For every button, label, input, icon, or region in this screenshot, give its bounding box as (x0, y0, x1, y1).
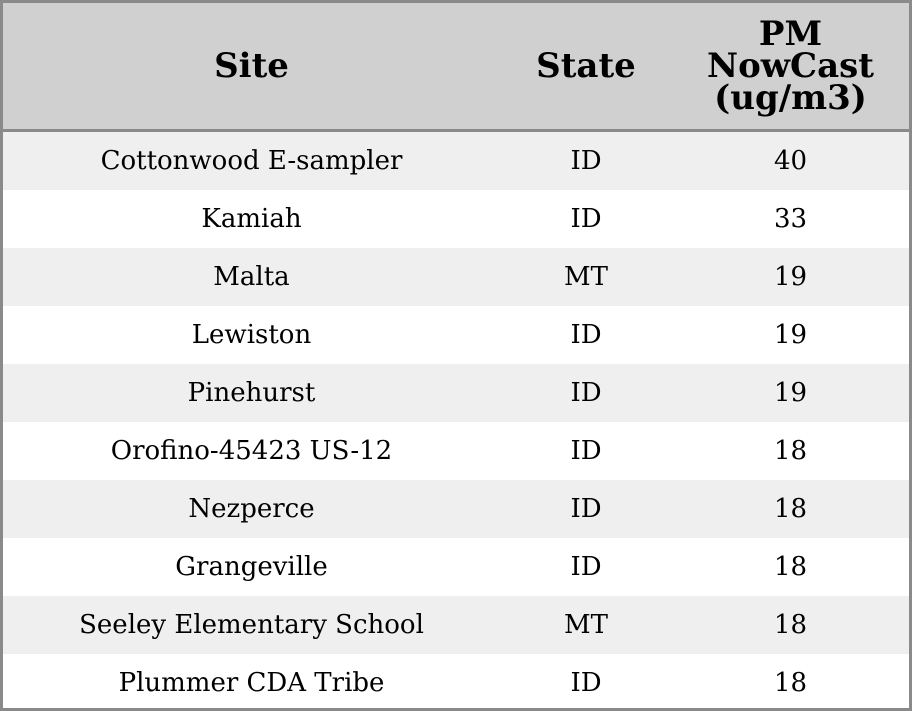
table-row (3, 654, 909, 711)
table-row (3, 132, 909, 190)
header-state-label: State (536, 46, 636, 86)
cell-pm-nowcast: 19 (773, 378, 808, 408)
cell-state: ID (570, 320, 602, 350)
cell-site: Plummer CDA Tribe (118, 668, 385, 698)
header-pm-nowcast (672, 3, 909, 129)
table-row (3, 538, 909, 596)
cell-site: Orofino-45423 US-12 (110, 436, 393, 466)
cell-pm-nowcast: 18 (773, 610, 808, 640)
header-pm-line-1: PM (758, 14, 823, 54)
cell-site: Lewiston (191, 320, 312, 350)
table-row (3, 190, 909, 248)
cell-site: Malta (213, 262, 290, 292)
table-row (3, 596, 909, 654)
header-pm-line-2: NowCast (707, 46, 874, 86)
cell-pm-nowcast: 19 (773, 262, 808, 292)
table-row (3, 248, 909, 306)
header-site (3, 3, 500, 129)
header-pm-line-3: (ug/m3) (714, 78, 867, 118)
cell-state: ID (570, 668, 602, 698)
cell-state: MT (564, 610, 608, 640)
header-pm-label (707, 14, 874, 118)
cell-pm-nowcast: 18 (773, 552, 808, 582)
cell-pm-nowcast: 18 (773, 668, 808, 698)
cell-site: Nezperce (188, 494, 315, 524)
cell-site: Seeley Elementary School (79, 610, 424, 640)
cell-pm-nowcast: 40 (773, 146, 808, 176)
cell-state: MT (564, 262, 608, 292)
cell-state: ID (570, 204, 602, 234)
table-row (3, 364, 909, 422)
table-row (3, 306, 909, 364)
table-row (3, 480, 909, 538)
cell-site: Grangeville (175, 552, 328, 582)
cell-site: Kamiah (201, 204, 302, 234)
cell-pm-nowcast: 18 (773, 494, 808, 524)
cell-state: ID (570, 378, 602, 408)
cell-site: Pinehurst (187, 378, 316, 408)
table-header-row (3, 3, 909, 132)
header-site-label: Site (214, 46, 289, 86)
cell-pm-nowcast: 18 (773, 436, 808, 466)
cell-pm-nowcast: 19 (773, 320, 808, 350)
cell-site: Cottonwood E-sampler (100, 146, 403, 176)
cell-state: ID (570, 146, 602, 176)
cell-state: ID (570, 494, 602, 524)
cell-pm-nowcast: 33 (773, 204, 808, 234)
cell-state: ID (570, 552, 602, 582)
cell-state: ID (570, 436, 602, 466)
table-row (3, 422, 909, 480)
header-state (500, 3, 672, 129)
